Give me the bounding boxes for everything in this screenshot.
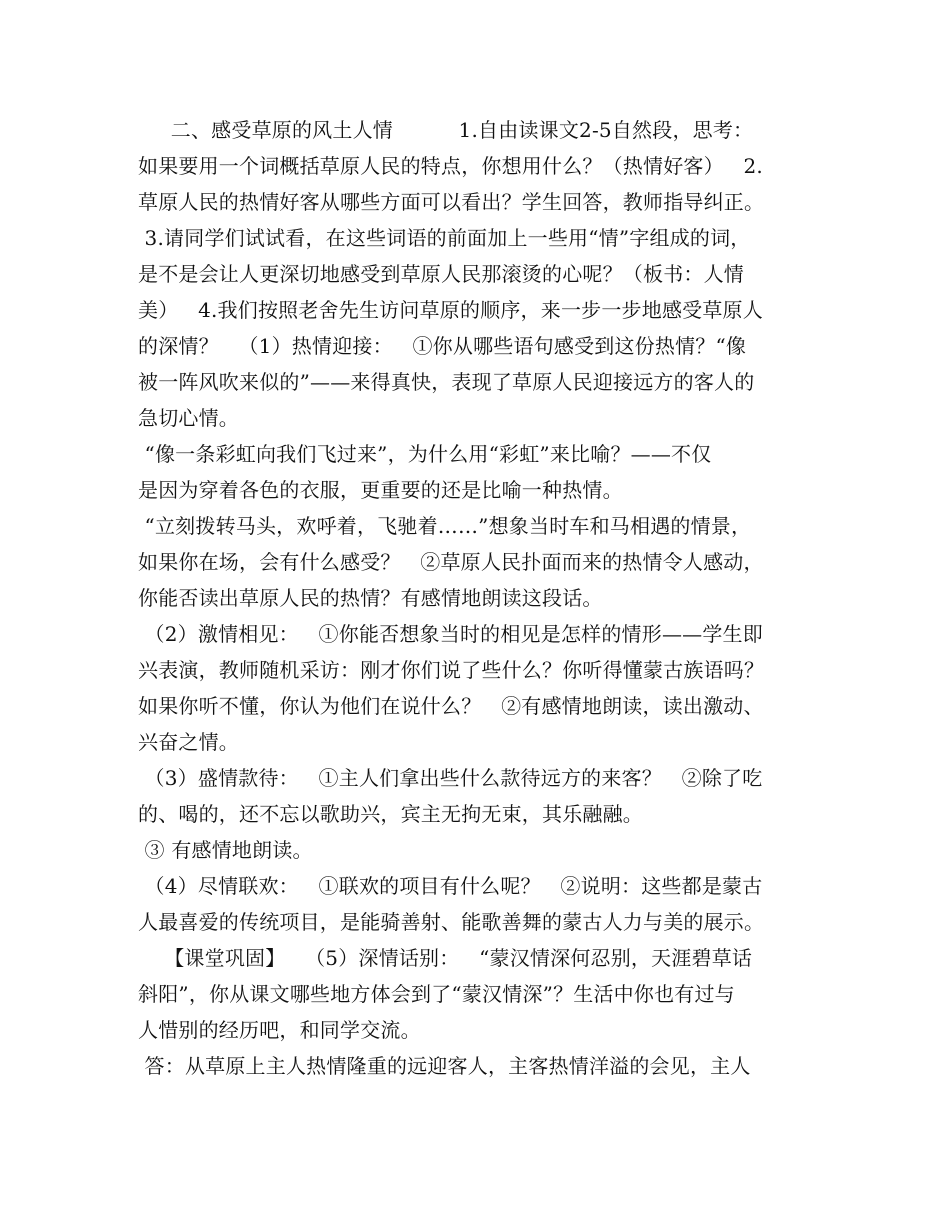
text-line: 答：从草原上主人热情隆重的远迎客人，主客热情洋溢的会见，主人	[138, 1054, 751, 1078]
text-line: “立刻拨转马头，欢呼着，飞驰着……”想象当时车和马相遇的情景，	[138, 514, 752, 538]
text-line: 【课堂巩固】 （5）深情话别： “蒙汉情深何忍别，天涯碧草话	[138, 946, 753, 970]
text-line: 草原人民的热情好客从哪些方面可以看出？学生回答，教师指导纠正。	[138, 190, 765, 214]
text-line: （4）尽情联欢： ①联欢的项目有什么呢？ ②说明：这些都是蒙古	[138, 874, 763, 898]
text-line: ③ 有感情地朗读。	[138, 838, 313, 862]
text-line: 二、感受草原的风土人情 1.自由读课文2-5自然段，思考：	[138, 118, 754, 142]
text-line: “像一条彩虹向我们飞过来”，为什么用“彩虹”来比喻？——不仅	[138, 442, 712, 466]
text-line: 3.请同学们试试看，在这些词语的前面加上一些用“情”字组成的词，	[138, 226, 751, 250]
text-line: 被一阵风吹来似的”——来得真快，表现了草原人民迎接远方的客人的	[138, 370, 755, 394]
text-line: 美） 4.我们按照老舍先生访问草原的顺序，来一步一步地感受草原人	[138, 298, 763, 322]
text-line: 的、喝的，还不忘以歌助兴，宾主无拘无束，其乐融融。	[138, 802, 643, 826]
text-line: 是不是会让人更深切地感受到草原人民那滚烫的心呢？（板书：人情	[138, 262, 744, 286]
text-line: 你能否读出草原人民的热情？有感情地朗读这段话。	[138, 586, 603, 610]
document-body	[138, 112, 828, 1084]
text-line: 兴奋之情。	[138, 730, 239, 754]
text-line: 如果要用一个词概括草原人民的特点，你想用什么？（热情好客） 2.	[138, 154, 763, 178]
text-line: 是因为穿着各色的衣服，更重要的还是比喻一种热情。	[138, 478, 623, 502]
text-line: 人最喜爱的传统项目，是能骑善射、能歌善舞的蒙古人力与美的展示。	[138, 910, 765, 934]
text-line: 急切心情。	[138, 406, 239, 430]
text-line: 人惜别的经历吧，和同学交流。	[138, 1018, 421, 1042]
text-line: 兴表演，教师随机采访：刚才你们说了些什么？你听得懂蒙古族语吗？	[138, 658, 765, 682]
text-line: （2）激情相见： ①你能否想象当时的相见是怎样的情形——学生即	[138, 622, 763, 646]
text-line: 的深情？ （1）热情迎接： ①你从哪些语句感受到这份热情？“像	[138, 334, 747, 358]
text-line: 如果你在场，会有什么感受？ ②草原人民扑面而来的热情令人感动，	[138, 550, 764, 574]
text-line: 如果你听不懂，你认为他们在说什么？ ②有感情地朗读，读出激动、	[138, 694, 764, 718]
text-line: 斜阳”，你从课文哪些地方体会到了“蒙汉情深”？生活中你也有过与	[138, 982, 735, 1006]
text-line: （3）盛情款待： ①主人们拿出些什么款待远方的来客？ ②除了吃	[138, 766, 763, 790]
